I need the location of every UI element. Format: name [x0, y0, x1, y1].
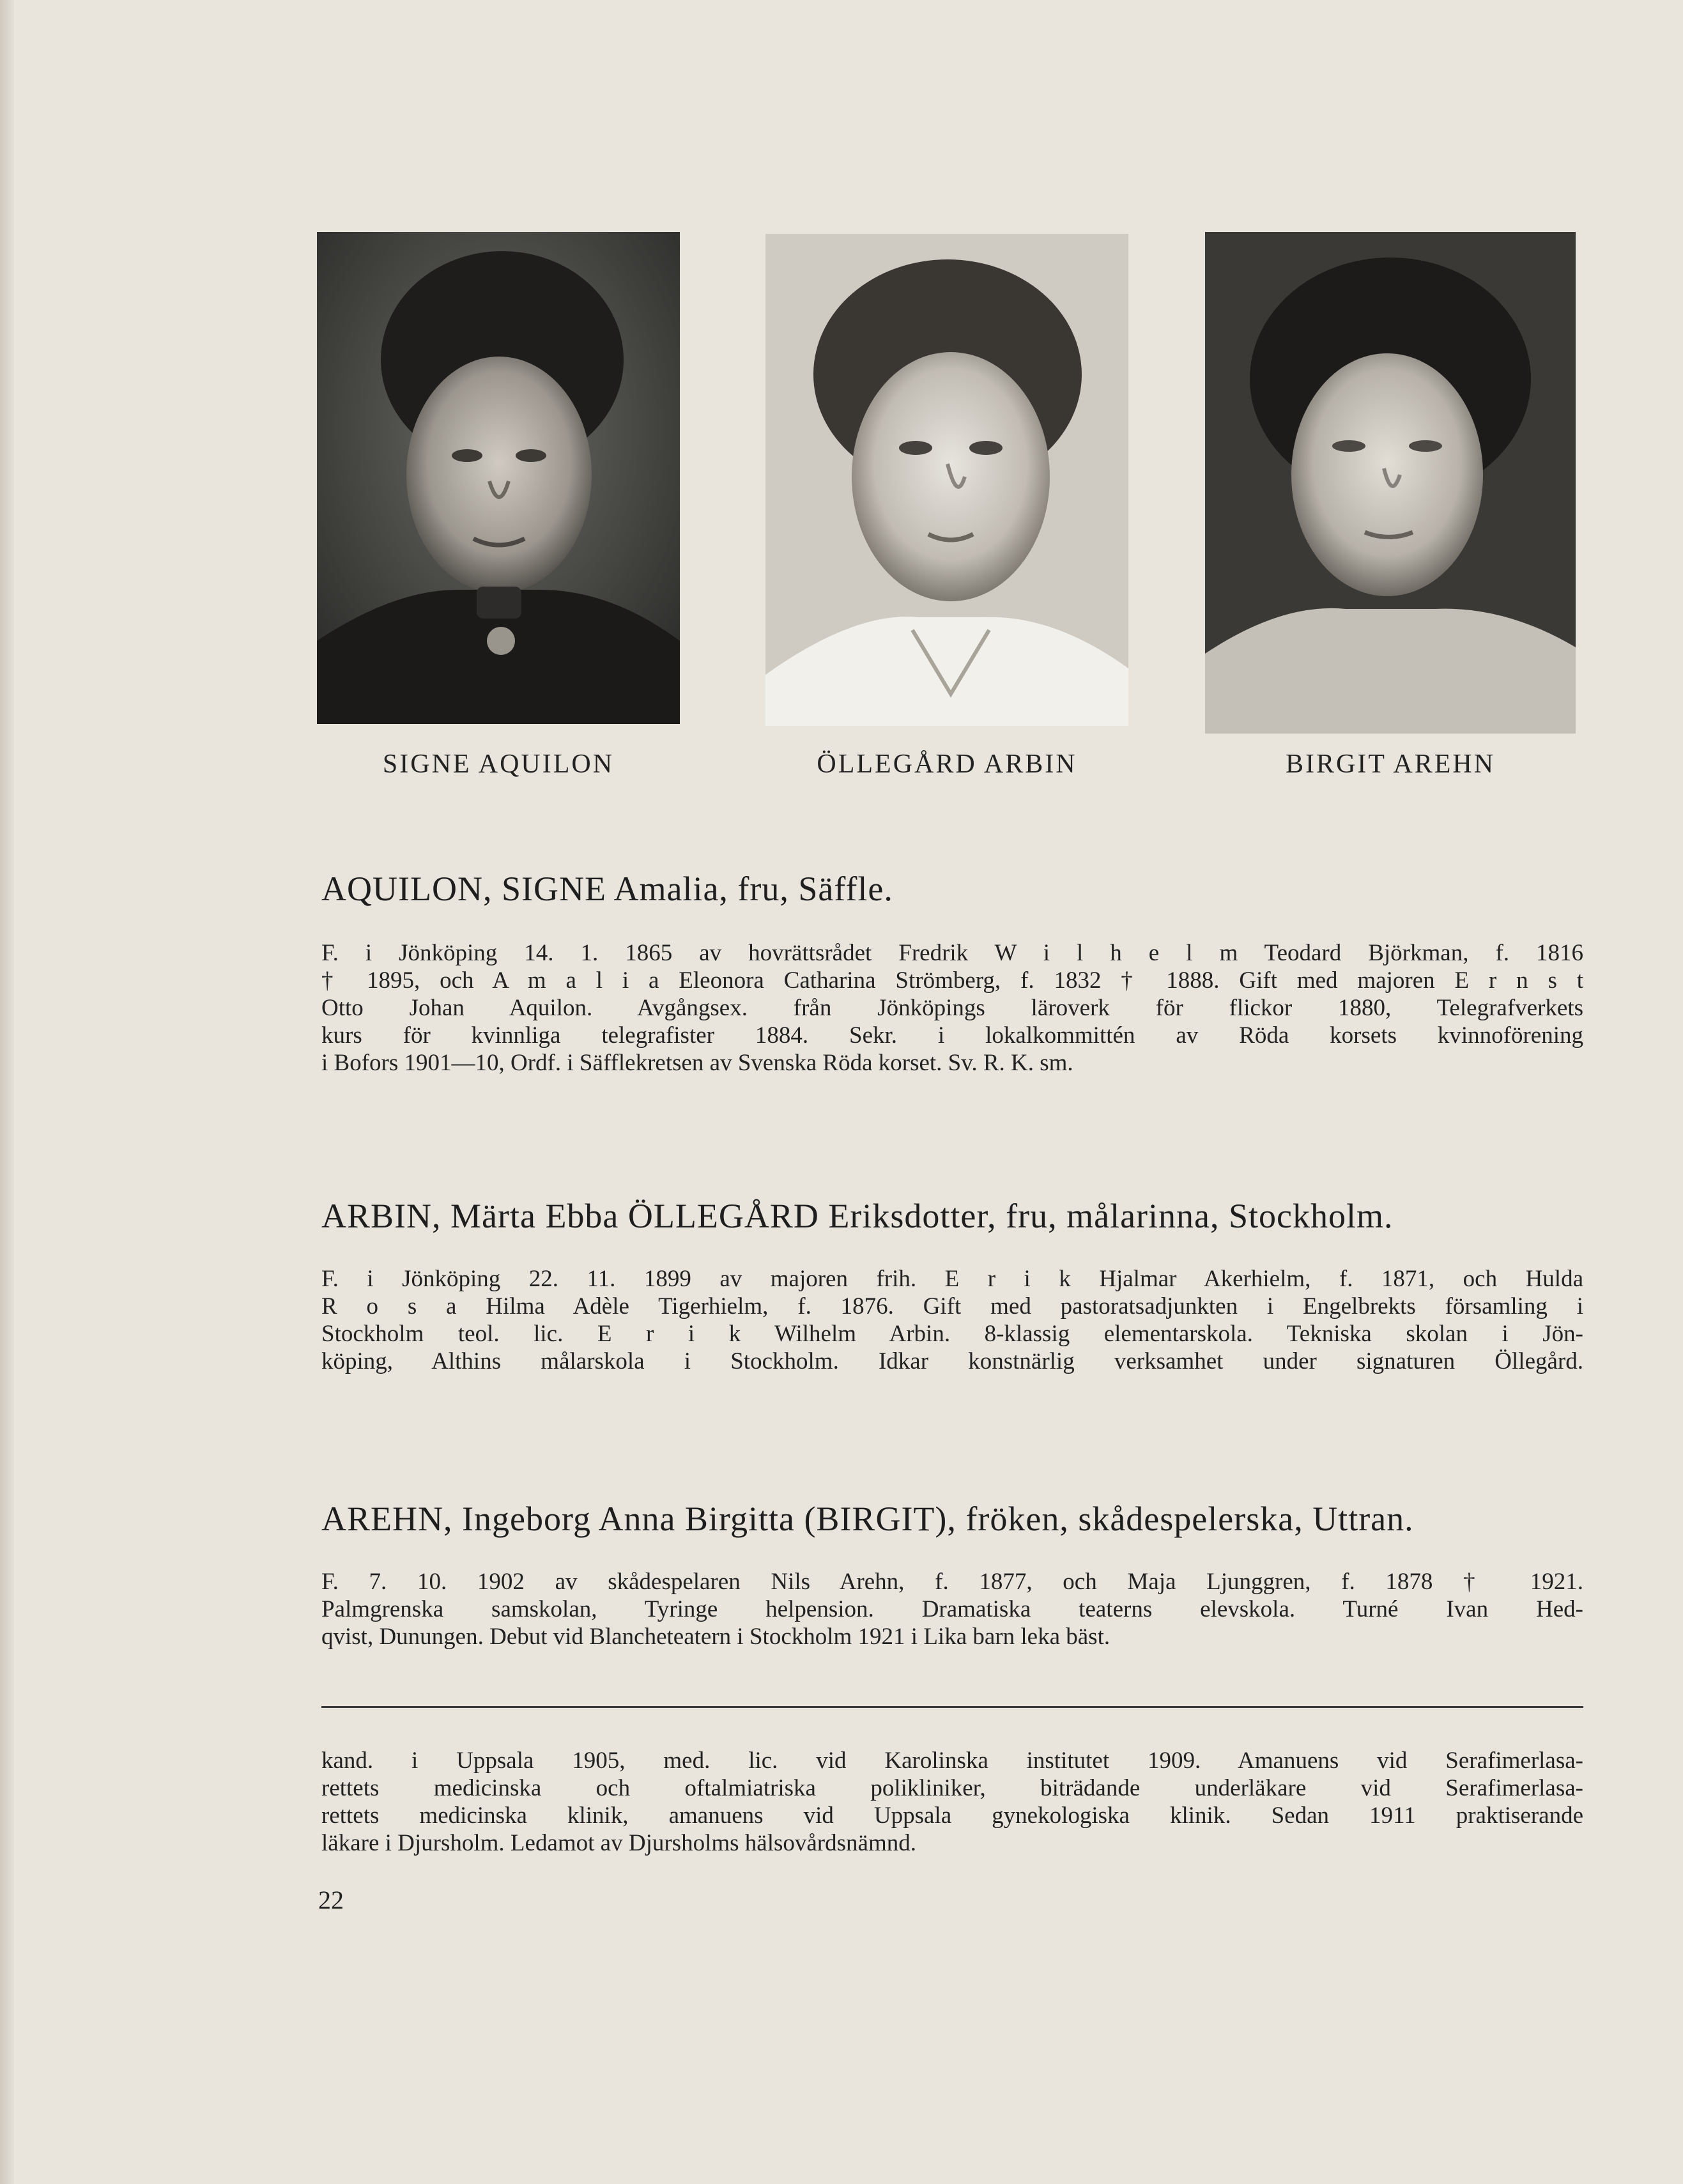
entry-body-aquilon	[321, 939, 1583, 1077]
entry-line: köping, Althins målarskola i Stockholm. Idkar konstnärlig verksamhet under signaturen Öllegård.	[321, 1348, 1583, 1374]
entry-line: F. i Jönköping 22. 11. 1899 av majoren frih. E r i k Hjalmar Akerhielm, f. 1871, och Hulda	[321, 1266, 1583, 1292]
footnote-divider	[321, 1706, 1583, 1708]
portrait-photo-ollegard-arbin	[765, 234, 1128, 726]
footnote-text	[321, 1747, 1583, 1857]
footnote-line: kand. i Uppsala 1905, med. lic. vid Karolinska institutet 1909. Amanuens vid Serafimerlasa-	[321, 1748, 1583, 1774]
entry-line: kurs för kvinnliga telegrafister 1884. Sekr. i lokalkommittén av Röda korsets kvinnoförening	[321, 1022, 1583, 1049]
portrait-caption: BIRGIT AREHN	[1285, 750, 1496, 779]
entry-line: Otto Johan Aquilon. Avgångsex. från Jönköpings läroverk för flickor 1880, Telegrafverkets	[321, 995, 1583, 1021]
entry-heading-aquilon: AQUILON, SIGNE Amalia, fru, Säffle.	[321, 870, 893, 908]
entry-heading-arehn: AREHN, Ingeborg Anna Birgitta (BIRGIT), fröken, skådespelerska, Uttran.	[321, 1500, 1414, 1538]
page-edge	[0, 0, 14, 2184]
portrait-caption: ÖLLEGÅRD ARBIN	[817, 750, 1077, 779]
entry-line: qvist, Dunungen. Debut vid Blancheteatern i Stockholm 1921 i Lika barn leka bäst.	[321, 1624, 1110, 1650]
entry-body-arbin	[321, 1265, 1583, 1375]
entry-line: † 1895, och A m a l i a Eleonora Catharina Strömberg, f. 1832 † 1888. Gift med majoren E r n s t	[321, 967, 1583, 994]
portrait-photo-birgit-arehn	[1205, 232, 1576, 734]
page-number: 22	[318, 1886, 344, 1914]
portrait-photo-signe-aquilon	[317, 232, 680, 724]
footnote-line: läkare i Djursholm. Ledamot av Djursholms hälsovårdsnämnd.	[321, 1830, 916, 1856]
entry-line: F. 7. 10. 1902 av skådespelaren Nils Arehn, f. 1877, och Maja Ljunggren, f. 1878 † 1921.	[321, 1569, 1583, 1595]
entry-heading-arbin: ARBIN, Märta Ebba ÖLLEGÅRD Eriksdotter, fru, målarinna, Stockholm.	[321, 1197, 1394, 1235]
entry-line: Palmgrenska samskolan, Tyringe helpension. Dramatiska teaterns elevskola. Turné Ivan Hed-	[321, 1596, 1583, 1622]
portrait-caption: SIGNE AQUILON	[382, 750, 615, 779]
entry-line: i Bofors 1901—10, Ordf. i Säfflekretsen av Svenska Röda korset. Sv. R. K. sm.	[321, 1050, 1073, 1076]
entry-line: R o s a Hilma Adèle Tigerhielm, f. 1876. Gift med pastoratsadjunkten i Engelbrekts församling i	[321, 1293, 1583, 1319]
footnote-line: rettets medicinska klinik, amanuens vid Uppsala gynekologiska klinik. Sedan 1911 praktiserande	[321, 1803, 1583, 1829]
entry-body-arehn	[321, 1568, 1583, 1650]
entry-line: Stockholm teol. lic. E r i k Wilhelm Arbin. 8-klassig elementarskola. Tekniska skolan i Jön-	[321, 1321, 1583, 1347]
footnote-line: rettets medicinska och oftalmiatriska polikliniker, biträdande underläkare vid Serafimerlasa-	[321, 1775, 1583, 1801]
entry-line: F. i Jönköping 14. 1. 1865 av hovrättsrådet Fredrik W i l h e l m Teodard Björkman, f. 1816	[321, 940, 1583, 966]
